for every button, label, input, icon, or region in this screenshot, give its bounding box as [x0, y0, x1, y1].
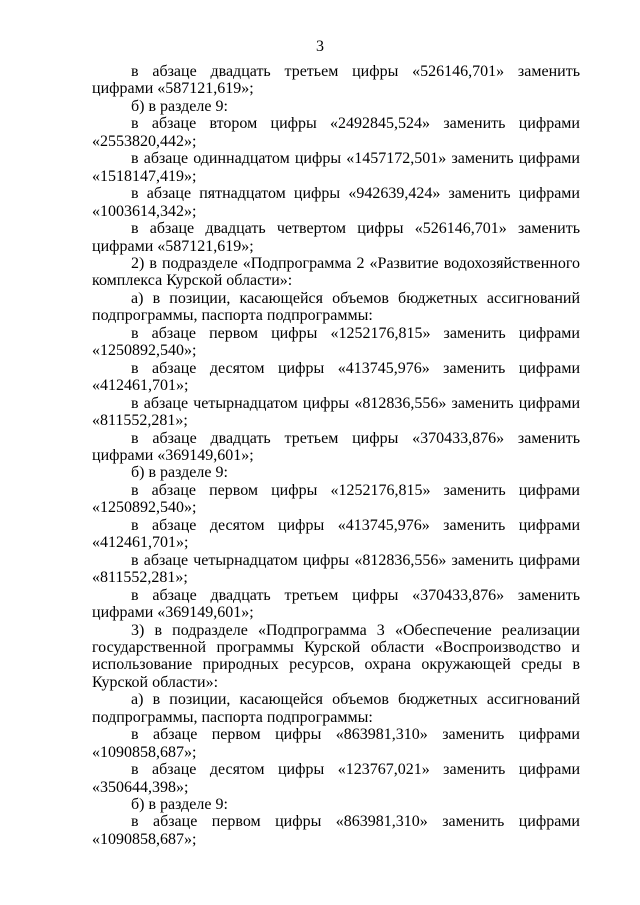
paragraph: в абзаце четырнадцатом цифры «812836,556» заменить цифрами «811552,281»;	[92, 551, 580, 587]
paragraph: б) в разделе 9:	[131, 464, 228, 482]
paragraph: в абзаце втором цифры «2492845,524» заменить цифрами «2553820,442»;	[92, 115, 580, 150]
paragraph: б) в разделе 9:	[131, 97, 228, 115]
page-number: 3	[316, 38, 324, 55]
paragraph: а) в позиции, касающейся объемов бюджетных ассигнований подпрограммы, паспорта подпрограммы:	[92, 691, 580, 726]
paragraph: в абзаце одиннадцатом цифры «1457172,501» заменить цифрами «1518147,419»;	[92, 150, 580, 185]
paragraph: в абзаце двадцать третьем цифры «370433,876» заменить цифрами «369149,601»;	[92, 429, 580, 464]
paragraph: в абзаце первом цифры «1252176,815» заменить цифрами «1250892,540»;	[92, 324, 580, 360]
paragraph: 2) в подразделе «Подпрограмма 2 «Развитие водохозяйственного комплекса Курской области»:	[92, 254, 580, 290]
paragraph: 3) в подразделе «Подпрограмма 3 «Обеспечение реализации государственной программы Курской области «Воспроизводство и использование природных ресурсов, охрана окружающей среды в Курской области»:	[92, 621, 580, 691]
document-body	[92, 63, 580, 848]
paragraph: в абзаце первом цифры «863981,310» заменить цифрами «1090858,687»;	[92, 813, 580, 848]
paragraph: в абзаце первом цифры «1252176,815» заменить цифрами «1250892,540»;	[92, 481, 580, 517]
paragraph: в абзаце двадцать третьем цифры «526146,701» заменить цифрами «587121,619»;	[92, 63, 580, 98]
paragraph: в абзаце десятом цифры «123767,021» заменить цифрами «350644,398»;	[92, 761, 580, 796]
paragraph: в абзаце пятнадцатом цифры «942639,424» заменить цифрами «1003614,342»;	[92, 185, 580, 220]
paragraph: в абзаце первом цифры «863981,310» заменить цифрами «1090858,687»;	[92, 726, 580, 761]
paragraph: в абзаце десятом цифры «413745,976» заменить цифрами «412461,701»;	[92, 359, 580, 395]
paragraph: в абзаце десятом цифры «413745,976» заменить цифрами «412461,701»;	[92, 516, 580, 552]
paragraph: а) в позиции, касающейся объемов бюджетных ассигнований подпрограммы, паспорта подпрограммы:	[92, 289, 580, 325]
paragraph: в абзаце двадцать третьем цифры «370433,876» заменить цифрами «369149,601»;	[92, 586, 580, 622]
paragraph: в абзаце четырнадцатом цифры «812836,556» заменить цифрами «811552,281»;	[92, 394, 580, 430]
paragraph: в абзаце двадцать четвертом цифры «526146,701» заменить цифрами «587121,619»;	[92, 220, 580, 255]
paragraph: б) в разделе 9:	[131, 796, 228, 814]
